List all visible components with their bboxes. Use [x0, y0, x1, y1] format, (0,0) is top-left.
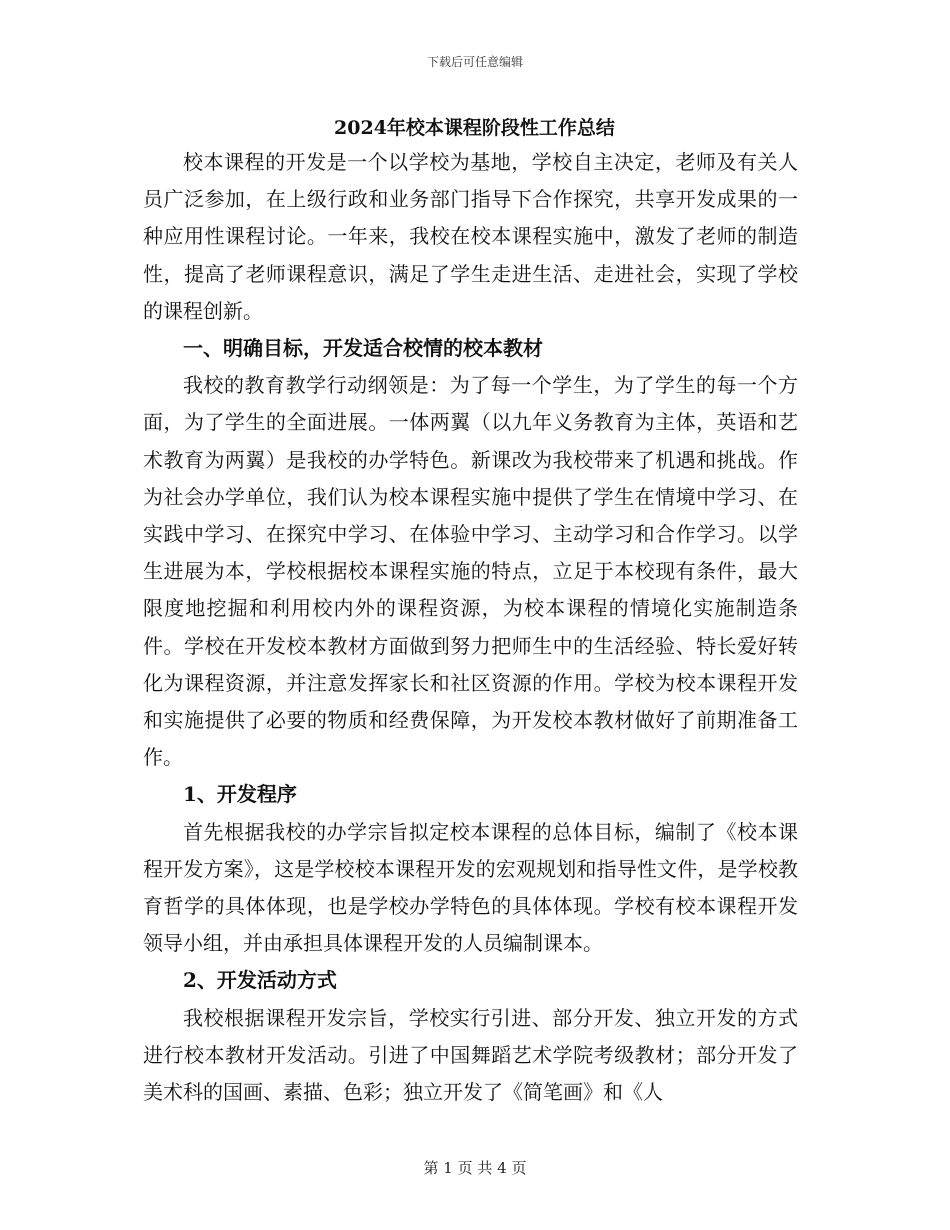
- page-header-note: 下载后可任意编辑: [426, 55, 523, 69]
- subsection-2-paragraph: 我校根据课程开发宗旨，学校实行引进、部分开发、独立开发的方式进行校本教材开发活动。引进了中国舞蹈艺术学院考级教材；部分开发了美术科的国画、素描、色彩；独立开发了《简笔画》和《人: [143, 1005, 798, 1105]
- subsection-1-heading: 1、开发程序: [183, 782, 297, 807]
- section-1-heading: 一、明确目标，开发适合校情的校本教材: [183, 336, 543, 361]
- document-body: [143, 112, 798, 1111]
- subsection-2-heading: 2、开发活动方式: [183, 968, 337, 993]
- subsection-1-paragraph: 首先根据我校的办学宗旨拟定校本课程的总体目标，编制了《校本课程开发方案》，这是学校校本课程开发的宏观规划和指导性文件，是学校教育哲学的具体体现，也是学校办学特色的具体体现。学校有校本课程开发领导小组，并由承担具体课程开发的人员编制课本。: [143, 819, 798, 956]
- intro-paragraph: 校本课程的开发是一个以学校为基地，学校自主决定，老师及有关人员广泛参加，在上级行政和业务部门指导下合作探究，共享开发成果的一种应用性课程讨论。一年来，我校在校本课程实施中，激发了老师的制造性，提高了老师课程意识，满足了学生走进生活、走进社会，实现了学校的课程创新。: [143, 150, 798, 323]
- document-title: 2024年校本课程阶段性工作总结: [334, 117, 615, 139]
- section-1-paragraph: 我校的教育教学行动纲领是：为了每一个学生，为了学生的每一个方面，为了学生的全面进展。一体两翼（以九年义务教育为主体，英语和艺术教育为两翼）是我校的办学特色。新课改为我校带来了机遇和挑战。作为社会办学单位，我们认为校本课程实施中提供了学生在情境中学习、在实践中学习、在探究中学习、在体验中学习、主动学习和合作学习。以学生进展为本，学校根据校本课程实施的特点，立足于本校现有条件，最大限度地挖掘和利用校内外的课程资源，为校本课程的情境化实施制造条件。学校在开发校本教材方面做到努力把师生中的生活经验、特长爱好转化为课程资源，并注意发挥家长和社区资源的作用。学校为校本课程开发和实施提供了必要的物质和经费保障，为开发校本教材做好了前期准备工作。: [143, 373, 798, 770]
- page-number-footer: 第 1 页 共 4 页: [423, 1159, 527, 1177]
